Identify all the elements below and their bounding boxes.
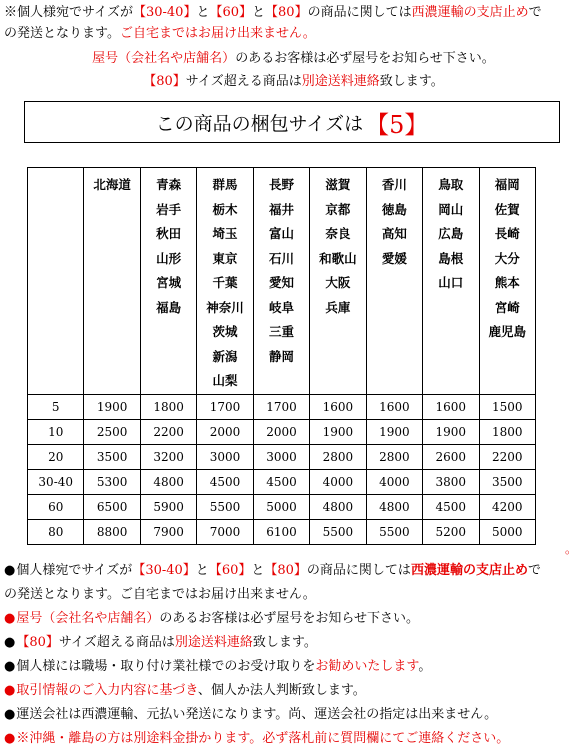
- price-cell: 2500: [84, 419, 140, 444]
- bottom-note-5: [4, 682, 366, 699]
- price-cell: 4500: [197, 469, 253, 494]
- text: で: [527, 563, 541, 578]
- text: の発送となります。: [4, 26, 120, 41]
- price-cell: 2200: [140, 419, 196, 444]
- bottom-note-6: [4, 706, 497, 723]
- size-cell: 20: [28, 444, 84, 469]
- region-header-cell: [423, 168, 479, 395]
- price-cell: 4200: [479, 494, 536, 519]
- bottom-note-1b: [4, 586, 316, 603]
- package-size-value: 【5】: [365, 110, 429, 139]
- region-name: 徳島: [381, 201, 407, 217]
- region-name: 神奈川: [206, 299, 244, 315]
- bottom-note-3: [4, 634, 317, 651]
- top-notice-line-1: [4, 4, 542, 21]
- text: ※個人様宛でサイズが: [4, 5, 133, 20]
- price-cell: 4500: [423, 494, 479, 519]
- region-header-cell: [197, 168, 253, 395]
- okinawa-note: ※沖縄・離島の方は別途料金掛かります。必ず落札前に質問欄にてご連絡ください。: [16, 731, 510, 746]
- price-cell: 8800: [84, 519, 140, 544]
- price-cell: 1600: [366, 394, 422, 419]
- region-name: 滋賀: [325, 177, 351, 192]
- region-name: 香川: [381, 177, 407, 192]
- region-name: 山形: [156, 250, 182, 266]
- business-name-note: 屋号（会社名や店舗名）: [16, 611, 160, 626]
- bullet-icon: ●: [4, 635, 16, 650]
- text: のあるお客様は必ず屋号をお知らせ下さい。: [159, 611, 419, 626]
- region-name: 愛知: [268, 275, 294, 290]
- region-name: 千葉: [212, 275, 238, 290]
- no-home-delivery-note: ご自宅まではお届け出来ません。: [119, 26, 316, 41]
- price-cell: 2600: [423, 444, 479, 469]
- size-80: 【80】: [264, 563, 307, 578]
- region-name: 秋田: [156, 226, 182, 241]
- region-name: 和歌山: [319, 250, 357, 266]
- table-header-row: [28, 168, 536, 395]
- region-header-cell: [84, 168, 140, 395]
- size-cell: 60: [28, 494, 84, 519]
- region-name: 奈良: [325, 226, 351, 241]
- bullet-icon: ●: [4, 659, 16, 674]
- region-name: 高知: [381, 226, 407, 241]
- price-cell: 1700: [197, 394, 253, 419]
- region-name: 鳥取: [438, 177, 464, 192]
- text: 運送会社は西濃運輸、元払い発送になります。尚、運送会社の指定は出来ません。: [16, 707, 498, 722]
- region-name: 長野: [268, 177, 294, 192]
- top-notice-line-3: [0, 50, 587, 67]
- branch-pickup-note: 西濃運輸の支店止め: [411, 5, 529, 20]
- bottom-note-1: [4, 562, 541, 579]
- dot-mark: 。: [565, 542, 578, 556]
- price-cell: 7900: [140, 519, 196, 544]
- text: サイズ超える商品は: [58, 635, 175, 650]
- region-name: 東京: [212, 250, 238, 266]
- region-name: 新潟: [212, 348, 238, 364]
- price-cell: 2800: [310, 444, 366, 469]
- price-cell: 3200: [140, 444, 196, 469]
- region-name: 栃木: [212, 201, 238, 217]
- bullet-icon: ●: [4, 563, 16, 578]
- text: 致します。: [379, 74, 444, 89]
- price-cell: 1800: [140, 394, 196, 419]
- region-name: 佐賀: [494, 201, 520, 217]
- text: サイズ超える商品は: [185, 74, 302, 89]
- region-name: 福井: [268, 201, 294, 217]
- region-name: 埼玉: [212, 226, 238, 241]
- bottom-note-2: [4, 610, 419, 627]
- price-cell: 1900: [84, 394, 140, 419]
- text: 個人様には職場・取り付け業社様でのお受け取りを: [16, 659, 316, 674]
- region-name: 北海道: [93, 177, 131, 192]
- text: と: [251, 563, 265, 578]
- price-cell: 3000: [253, 444, 309, 469]
- text: 個人様宛でサイズが: [16, 563, 133, 578]
- price-cell: 4500: [253, 469, 309, 494]
- price-cell: 1500: [479, 394, 536, 419]
- separate-shipping-note: 別途送料連絡: [301, 74, 380, 89]
- region-name: 大分: [494, 250, 520, 266]
- price-cell: 5500: [310, 519, 366, 544]
- region-name: 茨城: [212, 324, 238, 339]
- package-size-box: [24, 101, 560, 143]
- price-cell: 5500: [366, 519, 422, 544]
- region-name: 愛媛: [381, 250, 407, 266]
- text: 致します。: [252, 635, 317, 650]
- region-name: 宮崎: [494, 299, 520, 315]
- region-header-cell: [479, 168, 536, 395]
- price-cell: 5500: [197, 494, 253, 519]
- price-cell: 2800: [366, 444, 422, 469]
- text: 。: [418, 659, 432, 674]
- price-cell: 2000: [197, 419, 253, 444]
- region-header-cell: [310, 168, 366, 395]
- size-30-40: 【30-40】: [132, 5, 197, 20]
- region-name: 宮城: [156, 275, 182, 290]
- bullet-icon: ●: [4, 683, 16, 698]
- price-cell: 6500: [84, 494, 140, 519]
- size-60: 【60】: [208, 563, 252, 578]
- region-name: 京都: [325, 201, 351, 217]
- price-cell: 5900: [140, 494, 196, 519]
- price-cell: 1900: [423, 419, 479, 444]
- region-name: 岐阜: [268, 299, 294, 315]
- price-cell: 4000: [310, 469, 366, 494]
- price-cell: 1600: [423, 394, 479, 419]
- table-row: [28, 394, 536, 419]
- price-cell: 1800: [479, 419, 536, 444]
- price-cell: 4000: [366, 469, 422, 494]
- price-cell: 5000: [253, 494, 309, 519]
- region-name: 岩手: [156, 201, 182, 217]
- text: と: [252, 5, 266, 20]
- price-cell: 7000: [197, 519, 253, 544]
- text: と: [196, 5, 210, 20]
- text: のあるお客様は必ず屋号をお知らせ下さい。: [235, 51, 495, 66]
- text: の発送となります。ご自宅まではお届け出来ません。: [4, 587, 316, 602]
- region-name: 熊本: [494, 275, 520, 290]
- size-80: 【80】: [265, 5, 308, 20]
- table-row: [28, 469, 536, 494]
- price-cell: 2000: [253, 419, 309, 444]
- price-cell: 3500: [479, 469, 536, 494]
- region-name: 岡山: [438, 201, 464, 217]
- text: の商品に関しては: [306, 563, 411, 578]
- size-cell: 5: [28, 394, 84, 419]
- text: で: [528, 5, 542, 20]
- top-notice-line-2: [4, 25, 316, 42]
- region-name: 長崎: [494, 226, 520, 241]
- region-name: 静岡: [268, 348, 294, 364]
- price-cell: 4800: [366, 494, 422, 519]
- price-cell: 3800: [423, 469, 479, 494]
- price-cell: 4800: [310, 494, 366, 519]
- size-30-40: 【30-40】: [132, 563, 196, 578]
- size-60: 【60】: [209, 5, 253, 20]
- top-notice-line-4: [0, 73, 587, 90]
- branch-pickup-note: 西濃運輸の支店止め: [410, 563, 528, 578]
- region-name: 大阪: [325, 275, 351, 290]
- price-cell: 1900: [366, 419, 422, 444]
- region-name: 鹿児島: [488, 324, 526, 339]
- region-name: 島根: [438, 250, 464, 266]
- region-name: 山口: [438, 275, 464, 290]
- price-cell: 5300: [84, 469, 140, 494]
- bottom-note-4: [4, 658, 431, 675]
- bottom-note-7: [4, 730, 509, 747]
- region-name: 富山: [268, 226, 294, 241]
- region-name: 福岡: [494, 177, 520, 192]
- region-header-cell: [366, 168, 422, 395]
- bullet-icon: ●: [4, 707, 16, 722]
- region-name: 三重: [268, 324, 294, 339]
- separate-shipping-note: 別途送料連絡: [174, 635, 253, 650]
- size-80: 【80】: [143, 74, 186, 89]
- region-name: 山梨: [212, 373, 238, 388]
- table-row: [28, 494, 536, 519]
- price-cell: 4800: [140, 469, 196, 494]
- recommend-note: お勧めいたします: [315, 659, 419, 674]
- size-cell: 10: [28, 419, 84, 444]
- region-name: 群馬: [212, 177, 238, 192]
- shipping-rate-table: [27, 167, 536, 545]
- bullet-icon: ●: [4, 611, 16, 626]
- region-name: 青森: [156, 177, 182, 192]
- header-corner-cell: [28, 168, 84, 395]
- price-cell: 5200: [423, 519, 479, 544]
- size-cell: 80: [28, 519, 84, 544]
- business-name-note: 屋号（会社名や店舗名）: [92, 51, 236, 66]
- price-cell: 1900: [310, 419, 366, 444]
- price-cell: 3000: [197, 444, 253, 469]
- region-name: 福島: [156, 299, 182, 315]
- size-80: 【80】: [16, 635, 59, 650]
- text: と: [195, 563, 209, 578]
- price-cell: 2200: [479, 444, 536, 469]
- text: 、個人か法人判断致します。: [197, 683, 366, 698]
- region-name: 広島: [438, 226, 464, 241]
- price-cell: 3500: [84, 444, 140, 469]
- order-info-note: 取引情報のご入力内容に基づき: [16, 683, 198, 698]
- package-size-label: この商品の梱包サイズは: [155, 112, 364, 135]
- price-cell: 6100: [253, 519, 309, 544]
- price-cell: 5000: [479, 519, 536, 544]
- region-name: 石川: [268, 250, 294, 266]
- size-cell: 30-40: [28, 469, 84, 494]
- text: の商品に関しては: [307, 5, 412, 20]
- region-header-cell: [140, 168, 196, 395]
- table-row: [28, 419, 536, 444]
- table-row: [28, 444, 536, 469]
- price-cell: 1600: [310, 394, 366, 419]
- price-cell: 1700: [253, 394, 309, 419]
- table-row: [28, 519, 536, 544]
- region-name: 兵庫: [325, 299, 351, 315]
- bullet-icon: ●: [4, 731, 16, 746]
- region-header-cell: [253, 168, 309, 395]
